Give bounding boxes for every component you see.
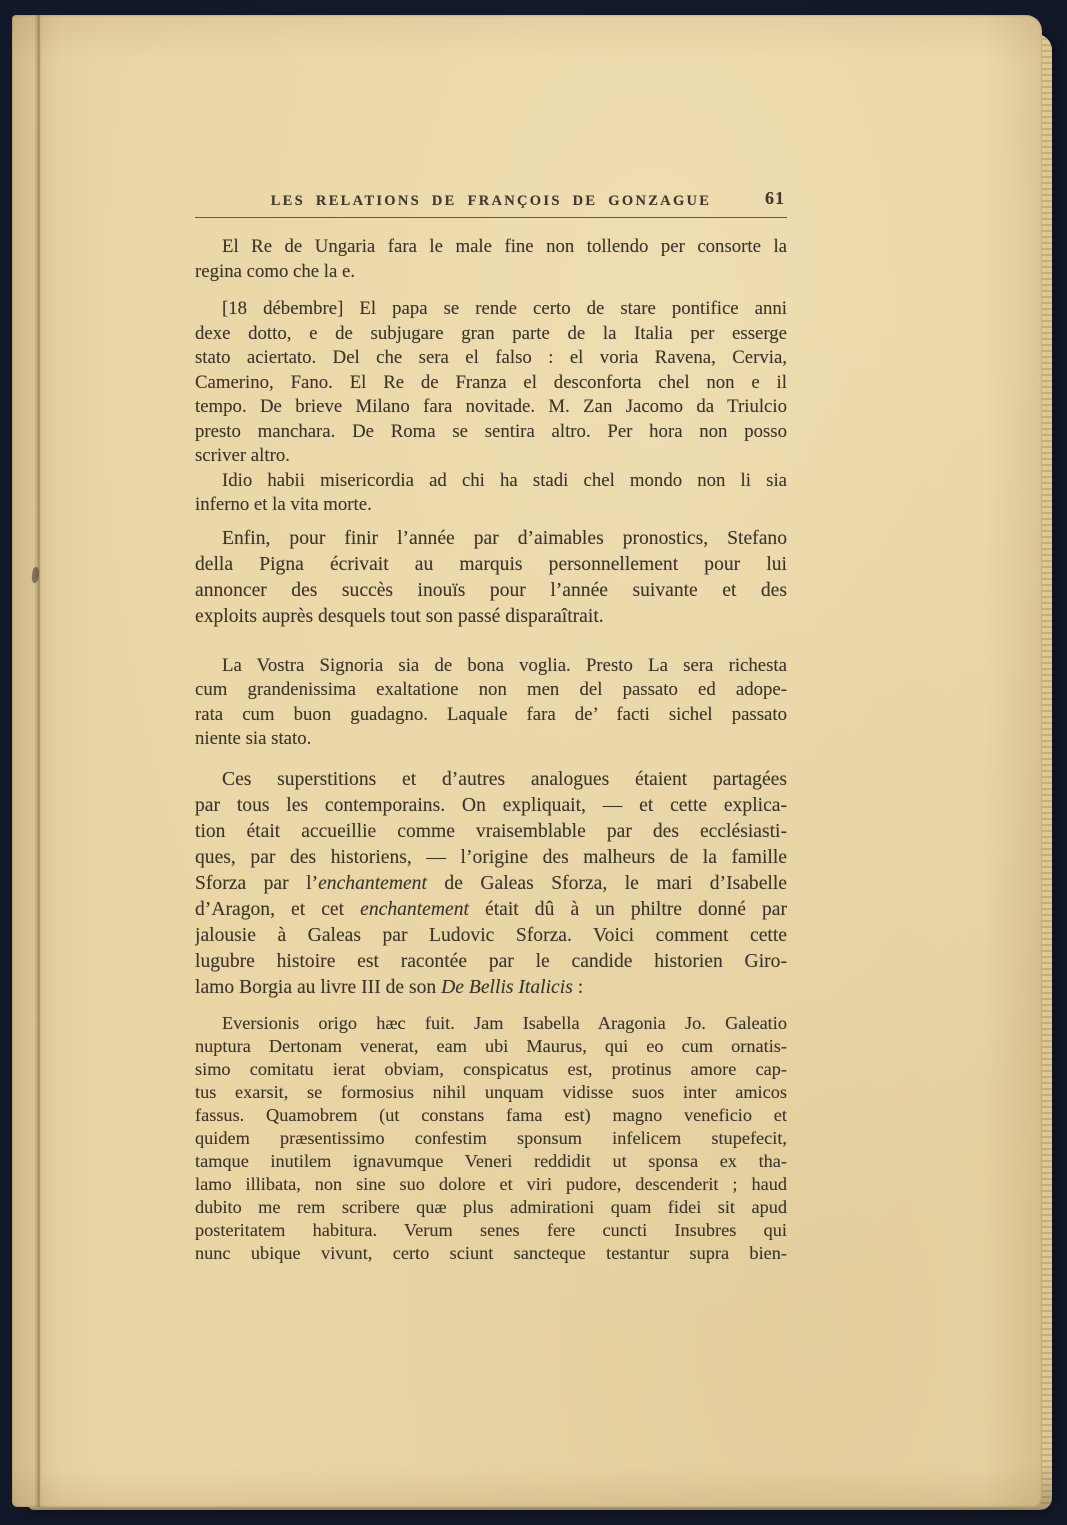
- text-line: lamo Borgia au livre III de son De Bellis Italicis :: [195, 976, 584, 998]
- paragraph: [195, 767, 787, 1001]
- text-line: tion était accueillie comme vraisemblable par des ecclésiasti-: [195, 820, 787, 842]
- text-line: posteritatem habitura. Verum senes fere cuncti Insubres qui: [195, 1219, 787, 1240]
- text-line: inferno et la vita morte.: [195, 494, 372, 515]
- text-line: Sforza par l’enchantement de Galeas Sforza, le mari d’Isabelle: [195, 872, 787, 894]
- text-line: fassus. Quamobrem (ut constans fama est) magno veneficio et: [195, 1104, 787, 1125]
- text-line: quidem præsentissimo confestim sponsum infelicem stupefecit,: [195, 1127, 787, 1148]
- text-line: exploits auprès desquels tout son passé disparaîtrait.: [195, 605, 604, 627]
- text-line: niente sia stato.: [195, 728, 312, 749]
- book-page: [12, 15, 1042, 1507]
- text-line: tus exarsit, se formosius nihil unquam vidisse suos inter amicos: [195, 1081, 787, 1102]
- text-line: della Pigna écrivait au marquis personnellement pour lui: [195, 553, 787, 575]
- paragraph: [195, 1012, 787, 1265]
- text-line: lugubre histoire est racontée par le candide historien Giro-: [195, 950, 787, 972]
- text-line: annoncer des succès inouïs pour l’année suivante et des: [195, 579, 787, 601]
- text-line: Enfin, pour finir l’année par d’aimables pronostics, Stefano: [222, 527, 787, 549]
- text-line: cum grandenissima exaltatione non men del passato ed adope-: [195, 679, 787, 700]
- header-rule: [195, 217, 787, 218]
- text-line: Ces superstitions et d’autres analogues étaient partagées: [222, 768, 787, 790]
- text-line: tamque inutilem ignavumque Veneri reddidit ut sponsa ex tha-: [195, 1150, 787, 1171]
- paragraph: [195, 469, 787, 518]
- text-line: stato aciertato. Del che sera el falso : el voria Ravena, Cervia,: [195, 347, 787, 368]
- text-line: scriver altro.: [195, 445, 290, 466]
- text-line: d’Aragon, et cet enchantement était dû à un philtre donné par: [195, 898, 787, 920]
- text-line: Camerino, Fano. El Re de Franza el desconforta chel non e il: [195, 371, 787, 393]
- text-line: [18 débembre] El papa se rende certo de stare pontifice anni: [222, 298, 787, 319]
- text-line: dexe dotto, e de subjugare gran parte de la Italia per esserge: [195, 322, 787, 344]
- paragraph: [195, 654, 787, 752]
- running-header: [195, 190, 787, 212]
- text-line: nuptura Dertonam venerat, eam ubi Maurus, qui eo cum ornatis-: [195, 1035, 787, 1056]
- paragraphs-container: [195, 235, 787, 1265]
- text-line: rata cum buon guadagno. Laquale fara de’ facti sichel passato: [195, 703, 787, 725]
- gutter-crease: [34, 15, 43, 1507]
- text-line: Eversionis origo hæc fuit. Jam Isabella Aragonia Jo. Galeatio: [222, 1012, 787, 1033]
- text-block: [195, 190, 787, 1265]
- running-header-title: LES RELATIONS DE FRANÇOIS DE GONZAGUE: [270, 193, 712, 209]
- text-line: par tous les contemporains. On expliquait, — et cette explica-: [195, 794, 787, 816]
- text-line: jalousie à Galeas par Ludovic Sforza. Voici comment cette: [195, 924, 787, 946]
- text-line: lamo illibata, non sine suo dolore et viri pudore, descenderit ; haud: [195, 1173, 787, 1194]
- text-line: presto manchara. De Roma se sentira altro. Per hora non posso: [195, 420, 787, 442]
- paragraph: [195, 235, 787, 284]
- text-line: dubito me rem scribere quæ plus admirationi quam fidei sit apud: [195, 1196, 787, 1217]
- text-line: Idio habii misericordia ad chi ha stadi chel mondo non li sia: [222, 469, 787, 491]
- text-line: nunc ubique vivunt, certo sciunt sancteque testantur supra bien-: [195, 1242, 787, 1263]
- text-line: simo comitatu ierat obviam, conspicatus est, protinus amore cap-: [195, 1058, 787, 1079]
- page-number: 61: [765, 188, 785, 208]
- text-line: La Vostra Signoria sia de bona voglia. Presto La sera richesta: [222, 654, 787, 676]
- text-line: tempo. De brieve Milano fara novitade. M. Zan Jacomo da Triulcio: [195, 396, 787, 417]
- text-line: El Re de Ungaria fara le male fine non tollendo per consorte la: [222, 236, 787, 257]
- text-line: ques, par des historiens, — l’origine des malheurs de la famille: [195, 846, 787, 868]
- paragraph: [195, 526, 787, 630]
- paragraph: [195, 297, 787, 469]
- text-line: regina como che la e.: [195, 260, 356, 282]
